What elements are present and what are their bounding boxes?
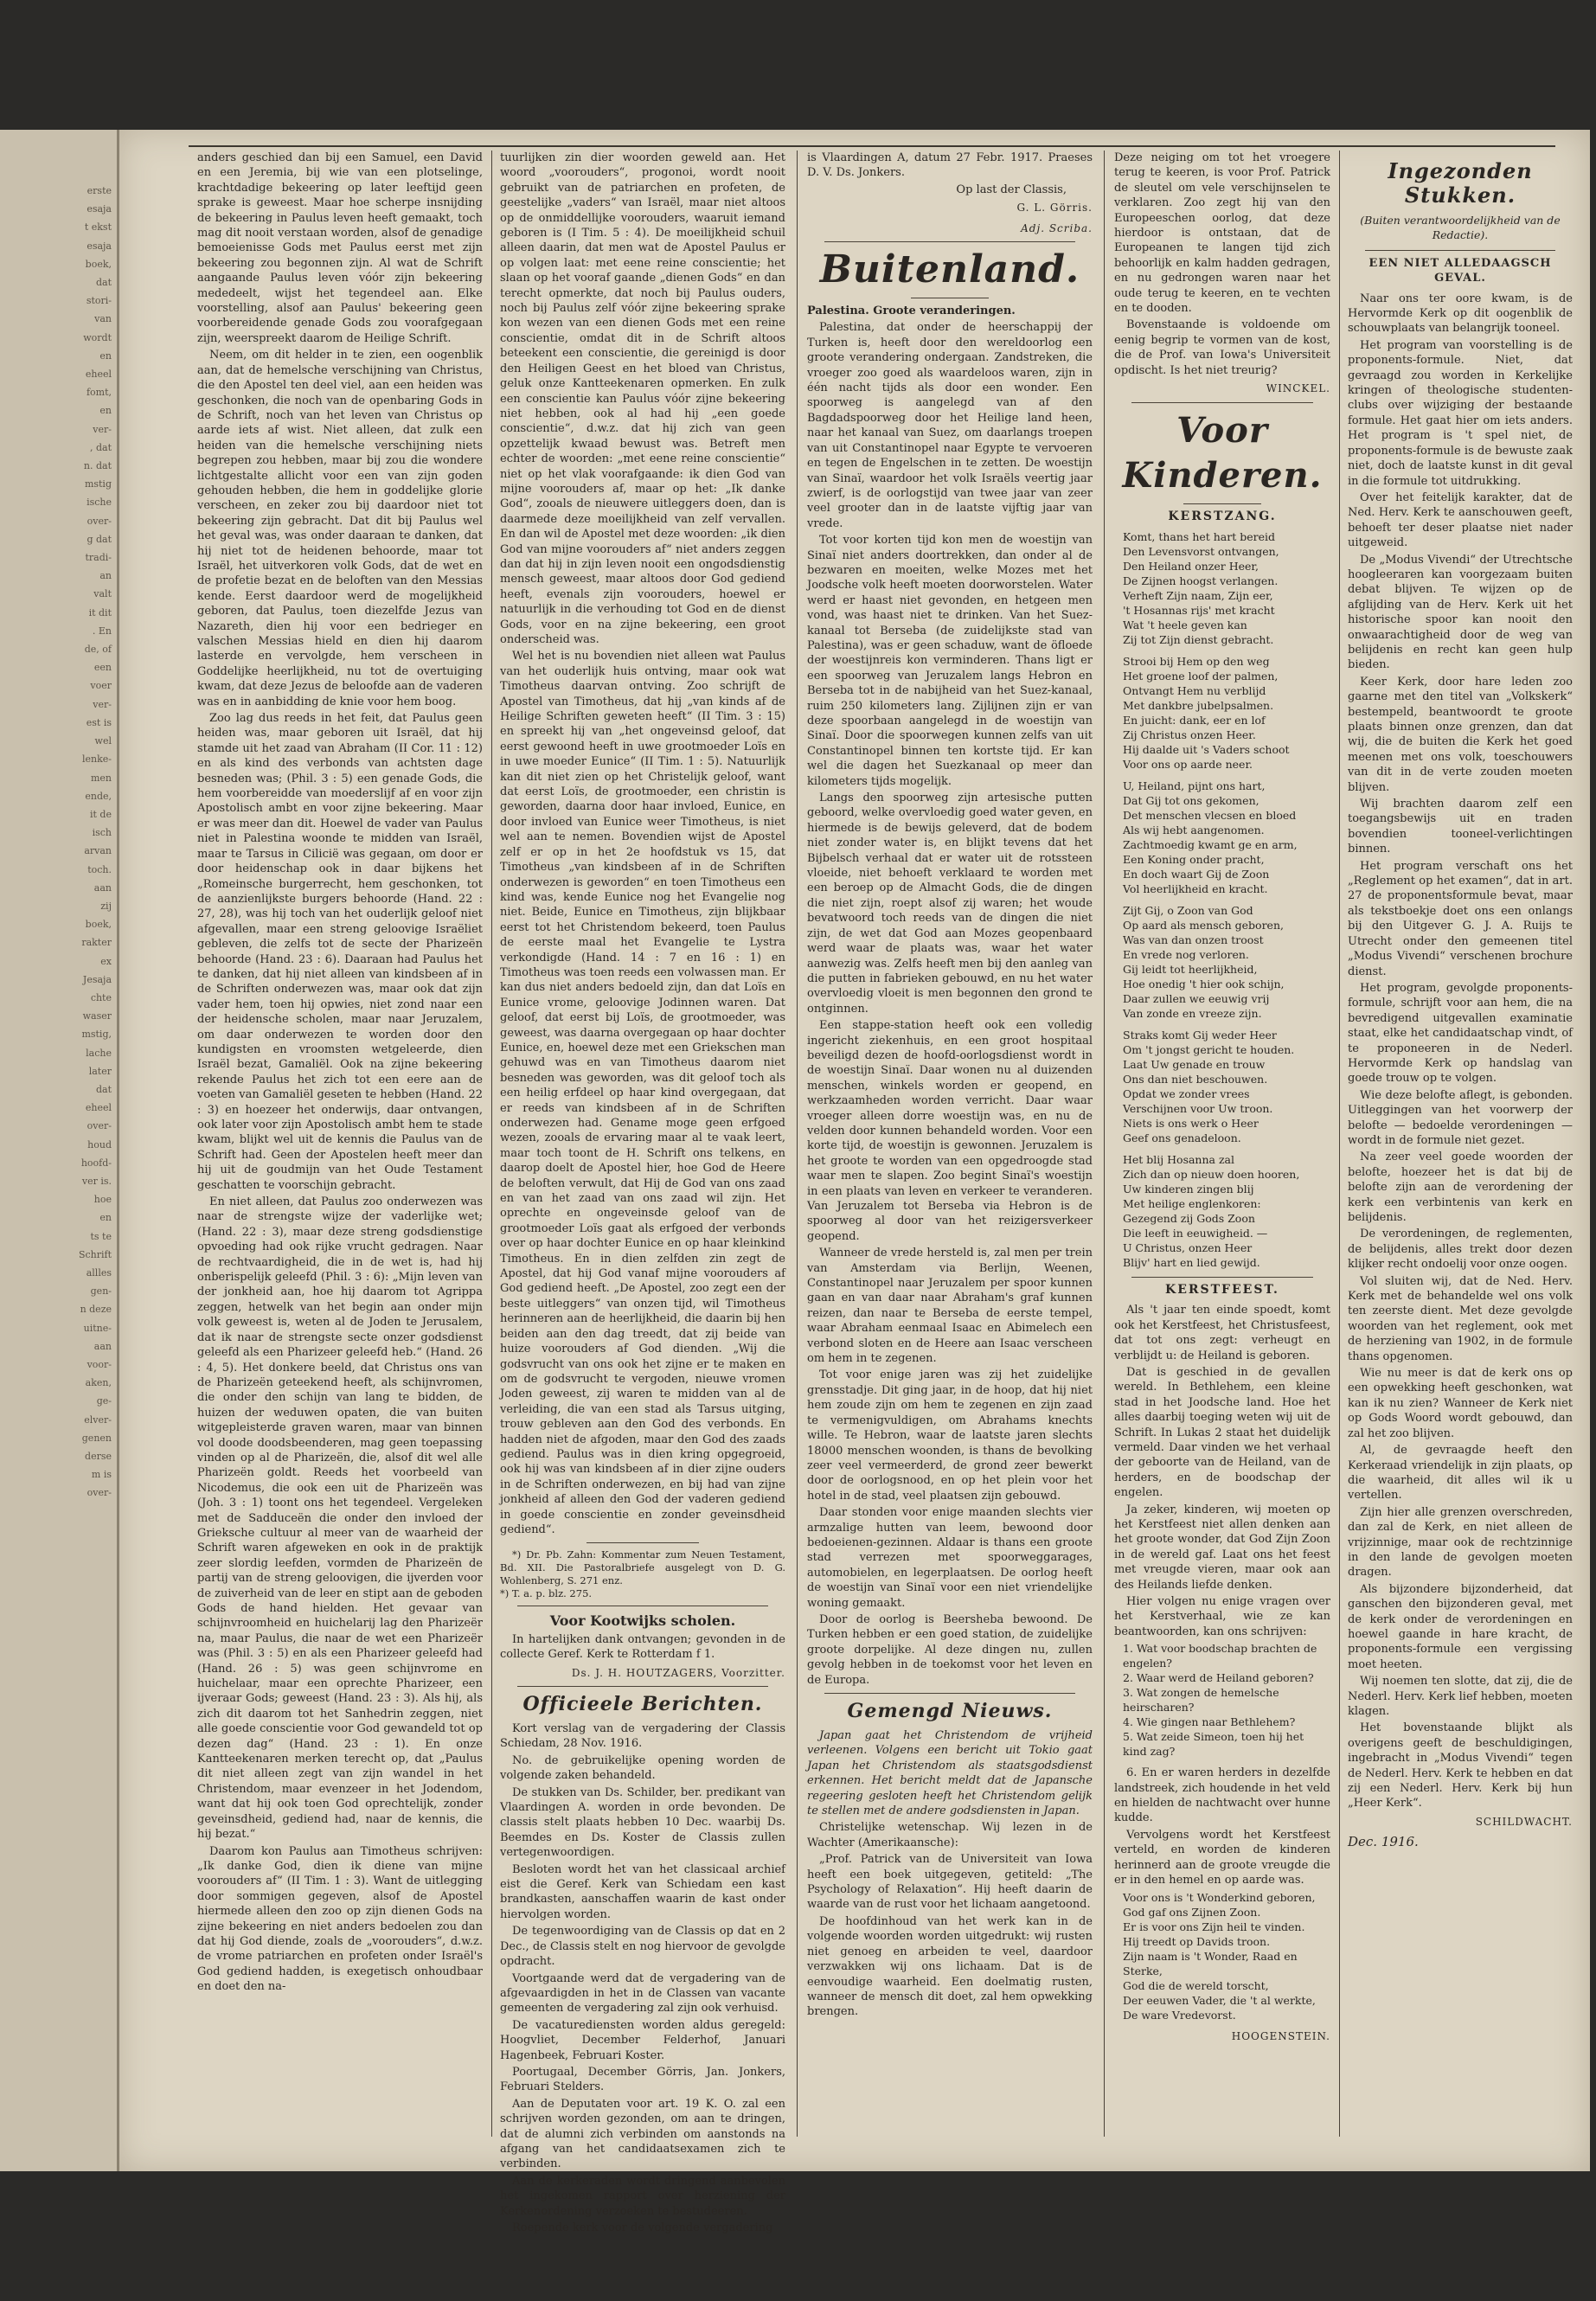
signature: WINCKEL. xyxy=(1266,382,1330,395)
handwritten-date: Dec. 1916. xyxy=(1348,1834,1419,1850)
divider xyxy=(1131,402,1313,403)
news-paragraph: „Prof. Patrick van de Universiteit van Iowa heeft een boek uitgegeven, getiteld: „The Psychology of Relaxation“. Hij heeft daarin de waarde van de rust voor het lichaam aangetoond. xyxy=(807,1853,1093,1912)
poem-stanza: Straks komt Gij weder Heer Om 't jongst gericht te houden. Laat Uw genade en trouw Ons dan niet beschouwen. Opdat we zonder vrees Verschijnen voor Uw troon. Niets is ons werk o Heer Geef ons genadeloon. xyxy=(1123,1028,1295,1144)
article-paragraph: Tot voor korten tijd kon men de woestijn van Sinaï niet anders doortrekken, dan onder al de bezwaren en moeiten, welke Mozes met het Joodsche volk heeft moeten doorworstelen. Water werd er haast niet gevonden, en hetgeen men vond, was haast niet te drinken. Van het Suez-kanaal tot Berseba (de zuidelijkste stad van Palestina), was er geen schaduw, want de öfloede der woestijnreis kon verminderen. Thans ligt er een spoorweg van Jeruzalem langs Hebron en Berseba tot in de nabijheid van het Suez-kanaal, ruim 250 kilometers lang. Zijlijnen zijn er van deze spoorbaan aangelegd in de woestijn van Sinaï. Door die spoorwegen kunnen zelfs van uit Constantinopel binnen ten kortste tijd. Er kan wel die dagen het Suezkanaal op meer dan kilometers tijds mogelijk. xyxy=(807,534,1093,788)
divider xyxy=(1183,503,1261,504)
article-paragraph: anders geschied dan bij een Samuel, een David en een Jeremia, bij wie van een plotselinge, krachtdadige bekeering op later leeftijd geen sprake is geweest. Maar hoe scherpe insnijding de bekeering in Paulus leven heeft gemaakt, toch mag dit nooit verstaan worden, alsof de genadige bemoeienisse Gods met Paulus eerst met zijn bekeering zou begonnen zijn. Al wat de Schrift aangaande Paulus leven vóór zijn bekeering mededeelt, wijst het tegendeel aan. Elke voorstelling, alsof aan Paulus' bekeering geen voorbereidende genade Gods zou voorafgegaan zijn, weerspreekt daarom de Heilige Schrift. xyxy=(197,151,483,345)
article-paragraph: Vervolgens wordt het Kerstfeest verteld, en worden de kinderen herinnerd aan de groote vreugde die er in den hemel en op aarde was. xyxy=(1114,1828,1330,1888)
question-list: 1. Wat voor boodschap brachten de engelen? 2. Waar werd de Heiland geboren? 3. Wat zongen de hemelsche heirscharen? 4. Wie gingen naar Bethlehem? 5. Wat zeide Simeon, toen hij het kind zag? xyxy=(1123,1642,1317,1759)
article-paragraph: Ja zeker, kinderen, wij moeten op het Kerstfeest niet allen denken aan het groote wonder, dat God Zijn Zoon in de wereld gaf. Laat ons het feest met vreugde vieren, maar ook aan des Heilands liefde denken. xyxy=(1114,1503,1330,1592)
article-paragraph: Wij brachten daarom zelf een toegangsbewijs uit en traden bovendien tooneel-verlichtingen binnen. xyxy=(1348,798,1573,856)
article-title: EEN NIET ALLEDAAGSCH GEVAL. xyxy=(1368,256,1552,285)
article-paragraph: Wanneer de vrede hersteld is, zal men per trein van Amsterdam via Berlijn, Weenen, Constantinopel naar Jeruzalem per spoor kunnen gaan en van daar naar Abraham's graf kunnen reizen, dan naar te Berseba de eerste tempel, waar Abraham eenmaal Isaac en Abimelech een verbond sloten en de Heere aan Isaac verscheen om hem in te zegenen. xyxy=(807,1247,1093,1366)
news-paragraph: Deze neiging om tot het vroegere terug te keeren, is voor Prof. Patrick de sleutel om vele verschijnselen te verklaren. Zoo zegt hij van den Europeeschen oorlog, dat deze hierdoor is ontstaan, dat de Europeanen te langen tijd zich behoorlijk en kalm hadden gedragen, en nu gedrongen waren naar het oude terug te keeren, en te vechten en te dooden. xyxy=(1114,151,1330,316)
article-paragraph: Het program verschaft ons het „Reglement op het examen“, dat in art. 27 de proponentsformule bevat, maar als tekstboekje doet ons een onlangs bij den Uitgever G. J. A. Ruijs te Utrecht onder den gemeenen titel „Modus Vivendi“ verschenen brochure dienst. xyxy=(1348,859,1573,978)
article-paragraph: Het bovenstaande blijkt als overigens geeft de beschuldigingen, ingebracht in „Modus Vivendi“ tegen de Nederl. Herv. Kerk te hebben en dat zij een Nederl. Herv. Kerk bij hun „Heer Kerk“. xyxy=(1348,1721,1573,1811)
article-paragraph: tuurlijken zin dier woorden geweld aan. Het woord „voorouders“, progonoi, wordt nooit gebruikt van de patriarchen en profeten, de geestelijke „vaders“ van Israël, maar niet altoos op de onmiddellijke voorouders, waaruit iemand geboren is (I Tim. 5 : 4). De moeilijkheid schuil alleen daarin, dat men wat de Apostel Paulus er op volgen laat: met eene reine conscientie; het slaan op het vooraf gaande „dienen Gods“ en dan terecht opmerkte, dat noch bij Paulus ouders, noch bij Paulus zelf vóór zijne bekeering sprake kon wezen van een dienen Gods met een reine conscientie, omdat dit in de Schrift altoos beteekent een conscientie, die gereinigd is door den Heiligen Geest en het bloed van Christus, geluk onze Kantteekenaren opmerken. En zulk een conscientie kan Paulus vóór zijne bekeering niet hebben, ook al had hij „een goede conscientie“, d.w.z. dat hij zich van geen opzettelijk kwaad bewust was. Betreft men echter de woorden: „met eene reine conscientie“ niet op het vlak voorafgaande: ik dien God van mijne voorouders af, maar op het: „Ik danke God“, zooals de nieuwere uitleggers doen, dan is daarmede deze moeilijkheid van zelf vervallen. En dan wil de Apostel met deze woorden: „ik dien God van mijne voorouders af“ niet anders zeggen dan dat hij in zijn leven nooit een ongodsdienstig mensch geweest, maar altoos door God gediend heeft, evenals zijn voorouders, hoewel er natuurlijk in die verhouding tot God en de dienst Gods, voor en na zijne bekeering, een groot onderscheid was. xyxy=(500,151,785,646)
column-4 xyxy=(1114,151,1330,2145)
report-paragraph: Voortgaande werd dat de vergadering van de afgevaardigden in het in de Classen van vacante gemeenten de vergadering zal zijn ook verhuisd. xyxy=(500,1971,785,2016)
report-paragraph: No. de gebruikelijke opening worden de volgende zaken behandeld. xyxy=(500,1753,785,1783)
article-paragraph: Door de oorlog is Beersheba bewoond. De Turken hebben er een goed station, de zuidelijke groote dorpelijke. Al deze dingen nu, zullen gevolg hebben in de toekomst voor het leven en de Europa. xyxy=(807,1612,1093,1687)
news-paragraph: Japan gaat het Christendom de vrijheid verleenen. Volgens een bericht uit Tokio gaat Japan het Christendom als staatsgodsdienst erkennen. Het bericht meldt dat de Japansche regeering gesloten heeft het Christendom gelijk te stellen met de andere godsdiensten in Japan. xyxy=(807,1729,1093,1818)
divider xyxy=(1365,250,1555,251)
report-paragraph: Aan de Deputaten voor art. 19 K. O. zal een schrijven worden gezonden, om aan te dringen, dat de alumni zich verbinden om aanstonds na afgang van het candidaatsexamen zich te verbinden. xyxy=(500,2097,785,2171)
article-paragraph: Dat is geschied in de gevallen wereld. In Bethlehem, een kleine stad in het Joodsche land. Hoe het alles daarbij toeging weten wij uit de Schrift. In Lukas 2 staat het duidelijk vermeld. Daar vinden we het verhaal der geboorte van de Heiland, van de herders, en de boodschap der engelen. xyxy=(1114,1365,1330,1500)
section-heading: Gemengd Nieuws. xyxy=(847,1700,1053,1722)
section-heading: Buitenland. xyxy=(819,247,1080,292)
poem-stanza: Zijt Gij, o Zoon van God Op aard als mensch geboren, Was van dan onzen troost En vrede nog verloren. Gij leidt tot heerlijkheid, Hoe onedig 't hier ook schijn, Daar zullen we eeuwig vrij Van zonde en vreeze zijn. xyxy=(1123,903,1285,1020)
disclaimer-note: (Buiten verantwoordelijkheid van de Redactie). xyxy=(1360,214,1561,242)
article-paragraph: Wel het is nu bovendien niet alleen wat Paulus van het ouderlijk huis ontving, maar ook wat Timotheus daarvan ontving. Zoo schrijft de Apostel van Timotheus, dat hij „van kinds af de Heilige Schriften geweten heeft“ (II Tim. 3 : 15) en spreekt hij van „het ongeveinsd geloof, dat eerst gewoond heeft in uwe grootmoeder Loïs en in uwe moeder Eunice“ (II Tim. 1 : 5). Natuurlijk kan dit niet zien op het Christelijk geloof, want dat eerst Loïs, de grootmoeder, een christin is geworden, daarna door haar invloed, Eunice, en door invloed van Eunice weer Timotheus, is niet wel aan te nemen. Bovendien wijst de Apostel zelf er op in het 2e hoofdstuk vs 15, dat Timotheus „van kindsbeen af in de Schriften onderwezen is geworden“ en toen Timotheus een kind was, kende Eunice nog het Evangelie nog niet. Beide, Eunice en Timotheus, zijn blijkbaar eerst tot het Christendom bekeerd, toen Paulus de eerste maal het Evangelie te Lystra verkondigde (Hand. 14 : 7 en 16 : 1) en Timotheus was toen reeds een volwassen man. Er kan dus niet anders bedoeld zijn, dan dat Loïs en Eunice vrome, geloovige Jodinnen waren. Dat geloof, dat eerst bij Loïs, de grootmoeder, was geweest, was daarna overgegaan op haar dochter Eunice, en, hoewel deze met een Griekschen man gehuwd was en van Timotheus daarom niet besneden was geworden, was dit geloof toch als een heilig erfdeel op haar kind overgegaan, dat er reeds van kindsbeen af in de Schriften onderwezen had. Gename moge geen erfgoed wezen, zooals de ervaring maar al te vaak leert, maar toch toont de H. Schrift ons telkens, en daarop doelt de Apostel hier, hoe God de Heere de beloften verwult, dat Hij de God van ons zaad en van het zaad van ons zaad wil zijn. Het oprechte en ongeveinsde geloof van de grootmoeder Loïs gaat als erfgoed der verbonds over op haar dochter Eunice en op haar kleinkind Timotheus. En in dien zelfden zin zegt de Apostel, dat hij God vanaf mijne voorouders af God gediend heeft. „De Apostel, zoo zegt een der beste uitleggers“ van onzen tijd, wil Timotheus herinneren aan de heerlijkheid, die daarin bij hen beiden aan den dag treedt, dat zij beide van huize voorouders af God dienden. „Wij die godsvrucht van ons ook het zijne er te maken en om de godsvrucht te vergoden, nieuwe vromen Joden geweest, zij waren te midden van al de verleiding, die van een stad als Tarsus uitging, trouw gebleven aan den God des verbonds. En hadden niet de afgoden, maar den God des zaads gediend. Paulus was in dien kring opgegroeid, ook hij was van kindsbeen af in dier zijne ouders in de Schriften onderwezen, en bij had van zijne jonkheid af alleen den God der vaderen gediend in goede conscientie en zonder geveinsdheid gediend“. xyxy=(500,650,785,1536)
poem-stanza: U, Heiland, pijnt ons hart, Dat Gij tot ons gekomen, Det menschen vlecsen en bloed Als wij hebt aangenomen. Zachtmoedig kwamt ge en arm, Een Koning onder pracht, En doch waart Gij de Zoon Vol heerlijkheid en kracht. xyxy=(1123,779,1298,895)
report-continuation: is Vlaardingen A, datum 27 Febr. 1917. Praeses D. V. Ds. Jonkers. xyxy=(807,151,1093,180)
section-text: In hartelijken dank ontvangen; gevonden in de collecte Geref. Kerk te Rotterdam f 1. xyxy=(500,1632,785,1662)
signature: HOOGENSTEIN. xyxy=(1231,2029,1330,2042)
article-paragraph: Vol sluiten wij, dat de Ned. Herv. Kerk met de behandelde wel ons volk ten zeerste dient. Met deze gevolgde woorden van het reglement, ook met de herziening van 1902, in de formule thans opgenomen. xyxy=(1348,1274,1573,1363)
article-paragraph: Naar ons ter oore kwam, is de Hervormde Kerk op dit oogenblik de schouwplaats van belangrijk tooneel. xyxy=(1348,292,1573,336)
column-rule xyxy=(1339,151,1340,2137)
article-paragraph: Wie nu meer is dat de kerk ons op een opwekking heeft geschonken, wat kan ik nu zien? Wanneer de Kerk niet op Gods Woord wordt gebouwd, dan zal het zoo blijven. xyxy=(1348,1367,1573,1440)
article-paragraph: Als bijzondere bijzonderheid, dat ganschen den bijzonderen geval, met de kerk onder de verordeningen en hoewel gaande in hare kracht, de proponents-formule een vergissing moet heeten. xyxy=(1348,1582,1573,1671)
article-paragraph: Daarom kon Paulus aan Timotheus schrijven: „Ik danke God, dien ik diene van mijne voorouders af“ (II Tim. 1 : 3). Want de uitlegging door sommigen gegeven, alsof de Apostel hiermede alleen den zoo op zijn dienen Gods na zijne bekeering en niet anders bedoelen zou dan dat hij God diende, zoals de „voorouders“, d.w.z. de vrome patriarchen en profeten onder Israël's God gediend hadden, is exegetisch onhoudbaar en doet den na- xyxy=(197,1844,483,1994)
article-paragraph: En niet alleen, dat Paulus zoo onderwezen was naar de strengste wijze der vaderlijke wet; (Hand. 22 : 3), maar deze streng godsdienstige opvoeding had ook rijke vrucht gedragen. Naar de rechtvaardigheid, die in de wet is, had hij onberispelijk geleefd (Phil. 3 : 6): „Mijn leven van der jonkheid aan, hoe hij daarom tot Agrippa zeggen, hetwelk van het begin aan onder mijn volk geweest is, weten al de Joden te Jerusalem, dat ik naar de strengste secte onzer godsdienst geleefd als een Pharizeer geleefd heb.“ (Hand. 26 : 4, 5). Het donkere beeld, dat Christus ons van de Pharizeën geteekend heeft, als schijnvromen, die onder den schijn van lang te bidden, de huizen der weduwen opaten, die van buiten witgepleisterde graven waren, maar van binnen vol doode doodsbeenderen, mag geen toepassing vinden op al de Pharizeën, die, alsof dit wel alle Pharizeën goldt. Reeds het voorbeeld van Nicodemus, die ook een uit de Pharizeën was (Joh. 3 : 1) toont ons het tegendeel. Vergeleken met de Sadduceën die onder den invloed der Grieksche cultuur al meer van de waarheid der Schrift waren afgeweken en ook in de praktijk zeer slordig leefden, vormden de Pharizeën de partij van de streng geloovigen, die ijverden voor de zuiverheid van de leer en stipt aan de geboden Gods de hand hielden. Het gevaar van schijnvroomheid en huichelarij lag den Pharizeër na, maar Paulus, die naar de wet een Pharizeër was (Phil. 3 : 5) en als een Pharizeer geleefd had (Hand. 26 : 5) was geen schijnvrome en huichelaar, maar een oprechte Pharizeer, een ijveraar Gods; geweest (Hand. 23 : 3). Als hij, als zich dit daarom tot het Sanhedrin zeggen, niet alle goede conscientie voor God gewandeld tot op dezen dag“ (Hand. 23 : 1). En onze Kantteekenaren merken terecht op, dat „Paulus dit niet alleen zegt van zijn wandel in het Christendom, maar evenzeer in het Jodendom, want dat hij ook toen God oprechtelijk, zonder geveinsdheid, gediend had, naar de kennis, die hij bezat.“ xyxy=(197,1195,483,1842)
news-paragraph: Bovenstaande is voldoende om eenig begrip te vormen van de kost, die de Prof. van Iowa's Universiteit opdischt. Is het niet treurig? xyxy=(1114,318,1330,377)
signature: SCHILDWACHT. xyxy=(1475,1815,1573,1828)
signature: G. L. Görris. xyxy=(1016,202,1093,215)
article-subheading: Palestina. Groote veranderingen. xyxy=(807,304,1016,318)
article-paragraph: Als 't jaar ten einde spoedt, komt ook het Kerstfeest, het Christusfeest, dat tot ons zegt: verheugt en verblijdt u: de Heiland is geboren. xyxy=(1114,1304,1330,1362)
left-page-edge xyxy=(0,130,119,2171)
divider xyxy=(517,1686,768,1687)
section-heading: Voor Kootwijks scholen. xyxy=(549,1612,736,1630)
article-paragraph: De verordeningen, de reglementen, de belijdenis, alles trekt door dezen klijker recht ondoelij voor onze oogen. xyxy=(1348,1227,1573,1272)
article-paragraph: Zijn hier alle grenzen overschreden, dan zal de Kerk, en niet alleen de vrijzinnige, maar ook de rechtzinnige in den lande de gevolgen moeten dragen. xyxy=(1348,1505,1573,1580)
top-rule xyxy=(189,145,1555,147)
column-2 xyxy=(500,151,785,2234)
article-paragraph: Wie deze belofte aflegt, is gebonden. Uitleggingen van het voorwerp der belofte — bedoelde verordeningen — wordt in de formule niet gezet. xyxy=(1348,1088,1573,1147)
article-paragraph: Langs den spoorweg zijn artesische putten geboord, welke overvloedig goed water geven, en hiermede is de bewijs geleverd, dat de bodem niet zonder water is, en blijkt tevens dat het Bijbelsch verhaal dat er water uit de rotssteen vloeide, niet behoeft verklaard te worden met een beroep op de Almacht Gods, die de dingen die niet zijn, roept alsof zij waren; het woude bevatwoord toch reeds van de dingen die niet zijn, de wet dat God aan Mozes geopenbaard werd waar de plaats was, waar het water aanwezig was. Zelfs heeft men bij den aanleg van die putten in fabrieken gebouwd, en nu het water overvloedig vloeit is men begonnen den grond te ontginnen. xyxy=(807,792,1093,1016)
section-heading: Ingezonden Stukken. xyxy=(1388,158,1533,208)
report-paragraph: De vacaturediensten worden aldus geregeld: Hoogvliet, December Felderhof, Januari Hagenbeek, Februari Koster. xyxy=(500,2018,785,2062)
article-paragraph: Na zeer veel goede woorden der belofte, hoezeer het is dat bij de belofte zijn aan de verordening der kerk een verbintenis van kerk en belijdenis. xyxy=(1348,1150,1573,1224)
article-paragraph: Tot voor enige jaren was zij het zuidelijke grensstadje. Dit ging jaar, in de hoop, dat hij niet hem zoude zijn om hem te zegenen en zijn zaad te vermenigvuldigen, om Abrahams knechts wille. Te Hebron, waar de laatste jaren slechts 18000 menschen woonden, is thans de bevolking zeer veel vermeerderd, de grond zeer bewerkt door de oorlogsnood, en op het plein voor het hotel in de stad, veel plaatsen zijn gebouwd. xyxy=(807,1368,1093,1503)
article-paragraph: Neem, om dit helder in te zien, een oogenblik aan, dat de hemelsche verschijning van Christus, die den Apostel ten deel viel, aan een heiden was geschonken, die noch van de openbaring Gods in de Schrift, noch van het leven van Christus op aarde iets af wist. Niet alleen, dat zulk een heiden van die hemelsche verschijning niets begrepen zou hebben, maar bij zou die wondere lichtgestalte allicht voor een van zijn goden gehouden hebben, die hem in goddelijke glorie verscheen, en zeker zou bij daardoor niet tot bekeering zijn gebracht. Dat dit bij Paulus wel het geval was, was onder daaraan te danken, dat hij niet tot de heidenen behoorde, maar tot Israël, het uitverkoren volk Gods, dat de wet en de profetie bezat en de beloften van den Messias kende. Eerst daardoor werd de mogelijkheid geboren, dat Paulus, toen diezelfde Jezus van Nazareth, dien hij voor een bedrieger en valschen Messias hield en dien hij daarom lasterde en vervolgde, hem verscheen in Goddelijke heerlijkheid, nu tot de overtuiging kwam, dat deze Jezus de beloofde aan de vaderen was en in aanbidding de knie voor hem boog. xyxy=(197,349,483,708)
column-1 xyxy=(197,151,483,2145)
news-paragraph: Christelijke wetenschap. Wij lezen in de Wachter (Amerikaansche): xyxy=(807,1821,1093,1849)
column-rule xyxy=(1104,151,1105,2137)
report-paragraph: Roepende kerk voor de volgende vergadering xyxy=(512,2221,773,2234)
report-paragraph: De tegenwoordiging van de Classis op dat en 2 Dec., de Classis stelt en nog hiervoor de gevolgde opdracht. xyxy=(500,1925,785,1969)
article-paragraph: De „Modus Vivendi“ der Utrechtsche hoogleeraren kan voorgezaam buiten debat blijven. Te wijzen op de afglijding van de Herv. Kerk uit het historische spoor kan nooit den onwaarachtigheid door de weg van belijdenis en recht kan geen hulp bieden. xyxy=(1348,553,1573,672)
article-paragraph: Een stappe-station heeft ook een volledig ingericht ziekenhuis, en een groot hospitaal beveiligd dezen de hoofd-oorlogsdienst wordt in de woestijn Sinaï. Daar wonen nu al duizenden menschen, winkels worden er geopend, en werkzaamheden worden verricht. Daar waar vroeger alleen dorre woestijn was, en nu de velden door kunnen behandeld worden. Voor een korte tijd, de woestijn is gewonnen. Jeruzalem is het groote te worden van een opgedroogde stad waar men te slapen. Zoo begint Sinaï's woestijn in een plaats van leven en verkeer te veranderen. Van Jeruzalem tot Berseba via Hebron is de spoorweg al door van het reizigersverkeer geopend. xyxy=(807,1019,1093,1243)
poem-stanza: Het blij Hosanna zal Zich dan op nieuw doen hooren, Uw kinderen zingen blij Met heilige englenkoren: Gezegend zij Gods Zoon Die leeft in eeuwigheid. — U Christus, onzen Heer Blijv' hart en lied gewijd. xyxy=(1123,1152,1300,1269)
article-paragraph: Hier volgen nu enige vragen over het Kerstverhaal, wie ze kan beantwoorden, kan ons schrijven: xyxy=(1114,1595,1330,1638)
report-paragraph: Kort verslag van de vergadering der Classis Schiedam, 28 Nov. 1916. xyxy=(500,1722,785,1751)
article-paragraph: Het program, gevolgde proponents-formule, schrijft voor aan hem, die na bevredigend uitgevallen examinatie staat, elke het candidaatschap vindt, of te proponeeren in de Nederl. Hervormde Kerk op handslag van goede trouw op te volgen. xyxy=(1348,981,1573,1086)
article-paragraph: Wij noemen ten slotte, dat zij, die de Nederl. Herv. Kerk lief hebben, moeten klagen. xyxy=(1348,1675,1573,1718)
signature-title: Adj. Scriba. xyxy=(1021,221,1093,234)
poem-stanza: Komt, thans het hart bereid Den Levensvorst ontvangen, Den Heiland onzer Heer, De Zijnen hoogst verlangen. Verheft Zijn naam, Zijn eer, 't Hosannas rijs' met kracht Wat 't heele geven kan Zij tot Zijn dienst gebracht. xyxy=(1123,529,1279,646)
news-paragraph: De hoofdinhoud van het werk kan in de volgende woorden worden uitgedrukt: wij rusten niet genoeg en arbeiden te veel, daardoor verzwakken wij ons lichaam. Dat is de eenvoudige waarheid. Een doelmatig rusten, wanneer de mensch dit doet, zal hem opwekking brengen. xyxy=(807,1914,1093,2019)
article-paragraph: Palestina, dat onder de heerschappij der Turken is, heeft door den wereldoorlog een groote verandering ondergaan. Zandstreken, die vroeger zoo goed als waardeloos waren, zijn in één nacht tijds als door een wonder. Een spoorweg is aangelegd van af den Bagdadspoorweg door het Heilige land heen, naar het kanaal van Suez, om daarlangs troepen van uit Constantinopel naar Egypte te vervoeren en tegen de Engelschen in te zetten. De woestijn van Sinaï, waardoor het volk Israëls veertig jaar zwierf, is de oorlogstijd van twee jaar van zeer veel grooter dan in de laatste vijftig jaar van vrede. xyxy=(807,321,1093,530)
report-paragraph: Aan de kerkeraden wordt dringend aanbevolen het ingekomen rapport over herziening der Kerkenordening verzoeken te bestudeeren. xyxy=(500,2174,785,2218)
column-3 xyxy=(807,151,1093,2145)
column-rule xyxy=(797,151,798,2137)
report-closing: Op last der Classis, xyxy=(956,183,1067,196)
divider xyxy=(824,1693,1075,1694)
report-paragraph: Poortugaal, December Görris, Jan. Jonkers, Februari Stelders. xyxy=(500,2065,785,2094)
section-heading: Officieele Berichten. xyxy=(522,1693,763,1715)
signature: Ds. J. H. HOUTZAGERS, Voorzitter. xyxy=(571,1666,785,1679)
footnote: *) Dr. Pb. Zahn: Kommentar zum Neuen Testament, Bd. XII. Die Pastoralbriefe ausgelegt von D. G. Wohlenberg, S. 271 enz. *) T. a. p. blz. 275. xyxy=(500,1548,785,1600)
left-page-text: erste esaja t ekst esaja boek, dat stori- van wordt en eheel fomt, en ver- , dat n. dat mstig ische over- g dat tradi- an valt it dit . En de, of een voer ver- est is wel lenke- men ende, it de isch arvan toch. aan zij boek, rakter ex Jesaja chte waser mstig, lache later dat eheel over- houd hoofd- ver is. hoe en ts te Schrift allles gen- n deze uitne- aan voor- aken, ge- elver- genen derse m is over- xyxy=(78,185,112,1499)
report-paragraph: Besloten wordt het van het classicaal archief eist die Geref. Kerk van Schiedam een kast brandkasten, aanschaffen waarin de kast onder hiervolgen worden. xyxy=(500,1862,785,1921)
article-paragraph: Over het feitelijk karakter, dat de Ned. Herv. Kerk te aanschouwen geeft, behoeft ter deser plaatse niet nader uitgeweid. xyxy=(1348,490,1573,550)
column-rule xyxy=(491,151,492,2137)
poem-stanza: Voor ons is 't Wonderkind geboren, God gaf ons Zijnen Zoon. Er is voor ons Zijn heil te vinden. Hij treedt op Davids troon. Zijn naam is 't Wonder, Raad en Sterke, God die de wereld torscht, Der eeuwen Vader, die 't al werkte, De ware Vredevorst. xyxy=(1123,1890,1316,2022)
section-heading: Voor Kinderen. xyxy=(1122,409,1323,496)
article-paragraph: Daar stonden voor enige maanden slechts vier armzalige hutten van leem, bewoond door bedoeienen-gezinnen. Aldaar is thans een groote stad verrezen met spoorweggarages, automobielen, en legerplaatsen. De oorlog heeft de woestijn van Sinaï voor een niet vriendelijke woning gemaakt. xyxy=(807,1506,1093,1610)
newspaper-page xyxy=(119,130,1590,2234)
article-paragraph: Zoo lag dus reeds in het feit, dat Paulus geen heiden was, maar geboren uit Israël, dat hij stamde uit het zaad van Abraham (II Cor. 11 : 12) en als kind des verbonds van achtsten dage besneden was; (Phil. 3 : 5) een genade Gods, die hem voorbereidde van moederslijf af en voor zijn Apostolisch ambt en voor zijne bekeering. Maar er was meer dan dit. Hoewel de vader van Paulus niet in Palestina woonde te midden van Israël, maar te Tarsus in Cilicië was gegaan, om door er door heidenschap ook in daar bijkens het „Romeinsche burgerrecht, hem geschonken, tot de aanzienlijkste burgers behoorde (Hand. 22 : 27, 28), was hij toch van het ouderlijk geloof niet afgevallen, maar een streng geloovige Israëliet gebleven, die zelfs tot de secte der Pharizeën behoorde (Hand. 23 : 6). Daaraan had Paulus het te danken, dat hij niet alleen van kindsbeen af in de Schriften onderwezen was, maar ook dat zijn vader hem, toen hij opwies, niet zond naar een der heidensche scholen, maar naar Jeruzalem, om daar onderwezen te worden door den kundigsten en vroomsten wetgeleerde, dien Israël bezat, Gamaliël. Ook na zijne bekeering rekende Paulus het zich tot een eere aan de voeten van Gamaliël geseten te hebben (Hand. 22 : 3) en hoezeer het onderwijs, daar ontvangen, ook later voor zijn Apostolisch ambt hem te stade kwam, blijkt wel uit de kennis die Paulus van de Schrift had. Geen der Apostelen heeft meer dan hij uit de goudmijn van het Oude Testament geschatten te voorschijn gebracht. xyxy=(197,712,483,1192)
article-paragraph: Keer Kerk, door hare leden zoo gaarne met den titel van „Volkskerk“ bestempeld, beantwoordt te groote plaats binnen onze grenzen, dan dat wij, die de buiten die Kerk het goed meenen met ons volk, toeschouwers van dit in de verte zouden moeten blijven. xyxy=(1348,675,1573,794)
poem-stanza: Strooi bij Hem op den weg Het groene loof der palmen, Ontvangt Hem nu verblijd Met dankbre jubelpsalmen. En juicht: dank, eer en lof Zij Christus onzen Heer. Hij daalde uit 's Vaders schoot Voor ons op aarde neer. xyxy=(1123,654,1290,771)
article-paragraph: Al, de gevraagde heeft den Kerkeraad vriendelijk in zijn plaats, op die waarheid, dit alles wil ik u vertellen. xyxy=(1348,1444,1573,1503)
column-5 xyxy=(1348,151,1573,2145)
divider xyxy=(824,241,1075,242)
article-paragraph: Het program van voorstelling is de proponents-formule. Niet, dat gevraagd zou worden in Kerkelijke kringen of theologische studenten-clubs over wijziging der bestaande formule. Het gaat hier om iets anders. Het program is 't spel niet, de proponents-formule is de bewuste zaak niet, doch de laatste kunst in dit geval in die formule tot uitdrukking. xyxy=(1348,338,1573,488)
report-paragraph: De stukken van Ds. Schilder, ber. predikant van Vlaardingen A. worden in orde bevonden. De classis stelt plaats hebben 10 Dec. waarbij Ds. Beemdes en Ds. Koster de Classis zullen vertegenwoordigen. xyxy=(500,1785,785,1860)
article-paragraph: 6. En er waren herders in dezelfde landstreek, zich houdende in het veld en hielden de nachtwacht over hunne kudde. xyxy=(1114,1766,1330,1825)
divider xyxy=(1131,1277,1313,1278)
article-title: KERSTFEEST. xyxy=(1165,1282,1279,1297)
poem-title: KERSTZANG. xyxy=(1168,509,1277,523)
divider xyxy=(586,1542,699,1543)
